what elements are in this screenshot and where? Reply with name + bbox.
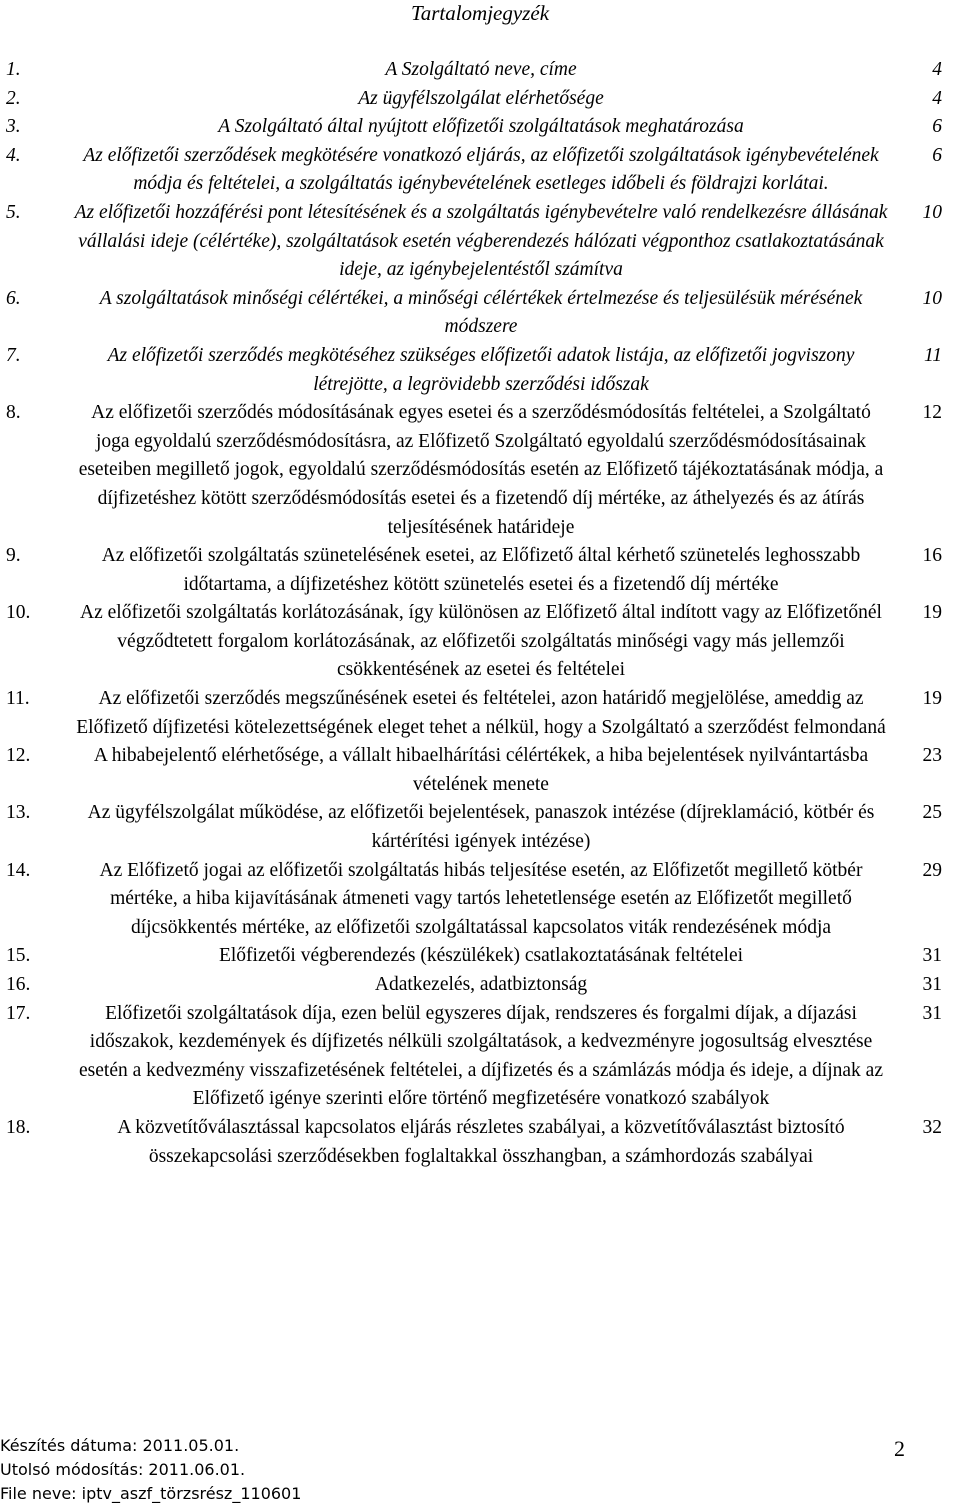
toc-entry-number: 16. [6,974,31,995]
toc-entry [0,971,960,1000]
toc-entry-number: 18. [6,1116,31,1138]
toc-entry [0,142,960,199]
toc-entry-title: Az ügyfélszolgálat elérhetősége [358,87,604,109]
toc-entry-title: Az Előfizető jogai az előfizetői szolgáltatás hibás teljesítése esetén, az Előfizetőt megillető kötbér mértéke, a hiba kijavításának átmeneti vagy tartós lehetetlensége esetén az Előfizetőt megillető díjcsökkentés mértéke, az előfizetői szolgáltatással kapcsolatos viták rendezésének módja [99,859,863,938]
toc-entry [0,542,960,599]
toc-entry-number: 8. [6,402,21,424]
toc-entry [0,799,960,856]
toc-list [0,56,960,1171]
toc-entry-title: Az előfizetői szerződések megkötésére vonatkozó eljárás, az előfizetői szolgáltatások igénybevételének módja és feltételei, a szolgáltatás igénybevételének esetleges időbeli és földrajzi korlátai. [83,144,879,195]
toc-title: Tartalomjegyzék [410,1,550,25]
toc-entry-title: Az előfizetői hozzáférési pont létesítésének és a szolgáltatás igénybevételre való rendelkezésre állásának vállalási ideje (célértéke), szolgáltatások esetén végberendezés hálózati végponthoz csatlakoztatásának ideje, az igénybejelentéstől számítva [74,201,888,281]
toc-entry-title: Előfizetői szolgáltatások díja, ezen belül egyszeres díjak, rendszeres és forgalmi díjak, a díjazási időszakok, kezdemények és díjfizetés nélküli szolgáltatások, a kedvezményre jogosultság elvesztése esetén a kedvezmény visszafizetésének feltételei, a díjfizetés és a számlázás módja és ideje, a díjnak az Előfizető igénye szerinti előre történő megfizetésére vonatkozó szabályok [79,1002,883,1110]
toc-entry-number: 9. [6,545,21,567]
toc-entry [0,85,960,114]
toc-entry-number: 10. [6,602,31,624]
toc-entry [0,857,960,943]
toc-entry-page: 31 [922,1002,942,1024]
toc-entry [0,1114,960,1171]
toc-entry-page: 11 [923,344,942,366]
toc-entry-title: Adatkezelés, adatbiztonság [374,974,588,995]
toc-entry-page: 19 [922,602,942,624]
toc-entry-number: 14. [6,859,31,881]
toc-entry [0,742,960,799]
toc-entry-page: 25 [922,802,942,824]
toc-entry-title: A közvetítőválasztással kapcsolatos eljárás részletes szabályai, a közvetítőválasztást biztosító összekapcsolási szerződésekben foglaltakkal összhangban, a számhordozás szabályai [117,1116,845,1167]
toc-entry-page: 32 [922,1116,942,1138]
toc-entry-number: 3. [6,116,21,138]
modification-date: Utolsó módosítás: 2011.06.01. [0,1460,246,1479]
toc-entry [0,1000,960,1114]
toc-entry-page: 12 [922,402,942,424]
toc-entry-title: Az előfizetői szerződés módosításának egyes esetei és a szerződésmódosítás feltételei, a Szolgáltató joga egyoldalú szerződésmódosításra, az Előfizető Szolgáltató egyoldalú szerződésmódosításainak eseteiben megillető jogok, egyoldalú szerződésmódosítás esetén az Előfizető tájékoztatásának módja, a díjfizetéshez kötött szerződésmódosítás esetei és a fizetendő díj mértéke, az áthelyezés és az átírás teljesítésének határideje [78,402,884,538]
toc-entry-page: 10 [922,201,942,223]
toc-entry-page: 31 [922,974,942,995]
toc-entry-page: 6 [932,144,942,166]
toc-entry-page: 10 [922,287,942,309]
toc-entry-title: Az előfizetői szolgáltatás szünetelésének esetei, az Előfizető által kérhető szünetelés leghosszabb időtartama, a díjfizetéshez kötött szünetelés esetei és a fizetendő díj mértéke [101,545,861,595]
document-footer [0,1434,301,1506]
toc-entry-page: 29 [922,859,942,881]
toc-entry-number: 4. [6,144,21,166]
toc-entry [0,342,960,399]
toc-entry-title: A szolgáltatások minőségi célértékei, a minőségi célértékek értelmezése és teljesülésük mérésének módszere [99,287,863,338]
toc-entry [0,399,960,542]
toc-entry [0,599,960,685]
toc-entry-title: Az előfizetői szolgáltatás korlátozásának, így különösen az Előfizető által indított vagy az Előfizetőnél végződtetett forgalom korlátozásának, az előfizetői szolgáltatás minőségi vagy más jellemzői csökkentésének az esetei és feltételei [80,602,882,681]
toc-entry-title: A Szolgáltató neve, címe [385,59,577,80]
toc-entry-title: Az előfizetői szerződés megkötéséhez szükséges előfizetői adatok listája, az előfizetői jogviszony létrejötte, a legrövidebb szerződési időszak [107,344,855,395]
toc-entry-number: 7. [6,344,21,366]
toc-entry-number: 1. [6,59,21,80]
toc-entry-title: Az ügyfélszolgálat működése, az előfizetői bejelentések, panaszok intézése (díjreklamáció, kötbér és kártérítési igények intézése) [87,802,875,853]
creation-date: Készítés dátuma: 2011.05.01. [0,1436,240,1455]
page-number: 2 [894,1436,905,1461]
toc-entry-title: A hibabejelentő elérhetősége, a vállalt hibaelhárítási célértékek, a hiba bejelentések nyilvántartásba vételének menete [93,745,869,795]
toc-entry [0,685,960,742]
toc-entry-number: 12. [6,745,31,767]
toc-entry-title: Előfizetői végberendezés (készülékek) csatlakoztatásának feltételei [218,945,744,967]
toc-entry-number: 2. [6,87,21,109]
toc-entry-number: 17. [6,1002,31,1024]
toc-entry-page: 6 [932,116,942,138]
toc-entry-title: Az előfizetői szerződés megszűnésének esetei és feltételei, azon határidő megjelölése, ameddig az Előfizető díjfizetési kötelezettségének eleget tehet a nélkül, hogy a Szolgáltató a szerződést felmondaná [76,688,886,738]
toc-entry-page: 4 [932,59,942,80]
toc-entry-page: 23 [922,745,942,767]
toc-entry-number: 13. [6,802,31,824]
toc-entry-number: 5. [6,201,21,223]
toc-entry-page: 19 [922,688,942,710]
toc-entry [0,113,960,142]
toc-entry-number: 6. [6,287,21,309]
toc-entry [0,56,960,85]
toc-entry-page: 4 [932,87,942,109]
toc-entry [0,199,960,285]
toc-entry-page: 31 [922,945,942,967]
toc-entry [0,942,960,971]
toc-entry-number: 15. [6,945,31,967]
toc-entry [0,285,960,342]
toc-entry-page: 16 [922,545,942,567]
toc-entry-number: 11. [6,688,30,710]
file-name: File neve: iptv_aszf_törzsrész_110601 [0,1484,302,1503]
toc-entry-title: A Szolgáltató által nyújtott előfizetői szolgáltatások meghatározása [218,116,744,138]
